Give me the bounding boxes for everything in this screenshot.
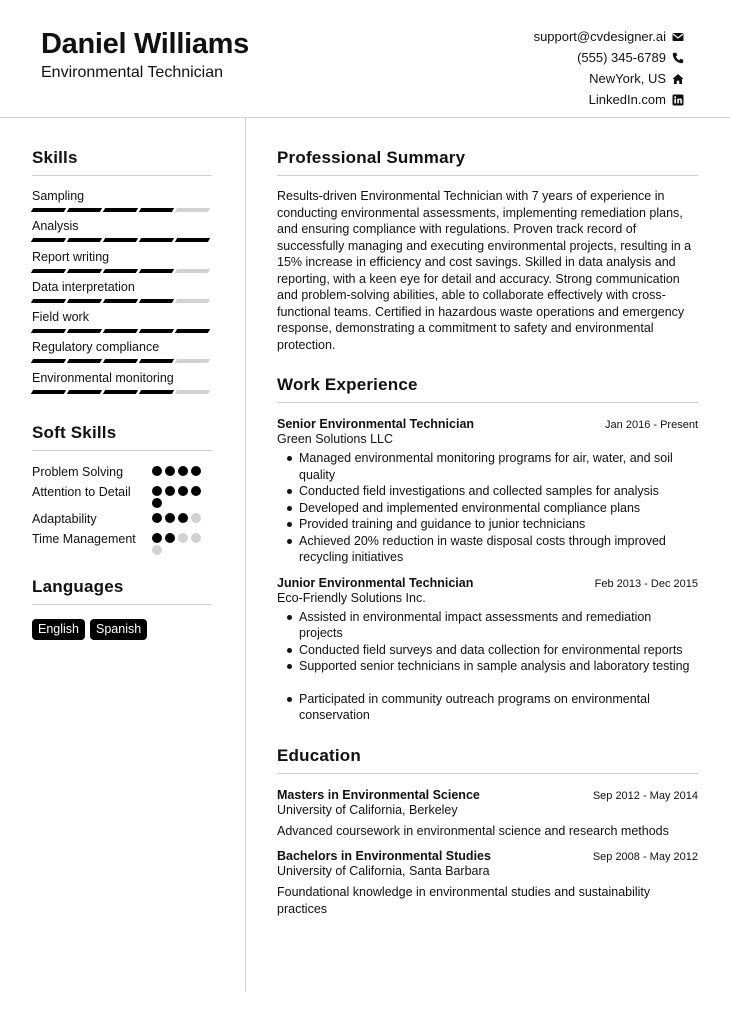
skill-level-segment xyxy=(31,238,66,242)
skill-label: Sampling xyxy=(32,189,85,203)
candidate-name: Daniel Williams xyxy=(41,28,249,60)
rating-dot xyxy=(152,533,162,543)
job-bullet: Assisted in environmental impact assessments and remediation projects xyxy=(285,609,698,642)
contact-list xyxy=(534,26,684,110)
rating-dot xyxy=(152,466,162,476)
soft-skill-rating xyxy=(152,511,212,528)
phone-icon xyxy=(672,52,684,64)
skill-item xyxy=(32,371,212,401)
skill-level-meter xyxy=(32,359,212,363)
skill-level-segment xyxy=(175,359,210,363)
skill-level-segment xyxy=(67,208,102,212)
candidate-title: Environmental Technician xyxy=(41,64,224,81)
job-bullet: Managed environmental monitoring programs for air, water, and soil quality xyxy=(285,450,698,483)
skill-level-segment xyxy=(139,390,174,394)
rating-dot xyxy=(165,513,175,523)
job-bullet: Developed and implemented environmental compliance plans xyxy=(285,500,698,517)
skill-item xyxy=(32,280,212,310)
summary-section xyxy=(277,148,698,353)
skill-level-segment xyxy=(175,208,210,212)
skills-heading: Skills xyxy=(32,148,212,176)
skill-level-meter xyxy=(32,299,212,303)
skill-level-segment xyxy=(67,269,102,273)
soft-skills-heading: Soft Skills xyxy=(32,423,212,451)
rating-dot xyxy=(178,513,188,523)
degree-title: Bachelors in Environmental Studies xyxy=(277,849,491,863)
skill-level-meter xyxy=(32,329,212,333)
rating-dot xyxy=(178,486,188,496)
job-entry xyxy=(277,576,698,724)
rating-dot xyxy=(152,498,162,508)
skill-label: Environmental monitoring xyxy=(32,370,174,385)
job-bullet: Participated in community outreach programs on environmental conservation xyxy=(285,691,698,724)
languages-section xyxy=(32,577,212,640)
left-column xyxy=(32,148,212,640)
job-bullet: Achieved 20% reduction in waste disposal costs through improved recycling initiatives xyxy=(285,533,698,566)
education-entry xyxy=(277,849,698,917)
contact-email[interactable] xyxy=(534,26,684,47)
soft-skill-rating xyxy=(152,531,212,555)
rating-dot xyxy=(191,486,201,496)
rating-dot xyxy=(191,533,201,543)
skill-level-segment xyxy=(31,359,66,363)
job-bullet: Conducted field investigations and collected samples for analysis xyxy=(285,483,698,500)
skill-item xyxy=(32,250,212,280)
contact-email-text: support@cvdesigner.ai xyxy=(533,29,666,44)
skill-level-meter xyxy=(32,269,212,273)
job-date: Feb 2013 - Dec 2015 xyxy=(594,577,698,590)
rating-dot xyxy=(191,466,201,476)
skill-item xyxy=(32,310,212,340)
skill-level-segment xyxy=(67,359,102,363)
skill-level-meter xyxy=(32,390,212,394)
job-company: Eco-Friendly Solutions Inc. xyxy=(277,590,426,605)
soft-skill-item xyxy=(32,511,212,528)
rating-dot xyxy=(165,486,175,496)
skill-level-meter xyxy=(32,208,212,212)
skill-level-segment xyxy=(175,299,210,303)
soft-skill-label: Problem Solving xyxy=(32,465,124,480)
job-date: Jan 2016 - Present xyxy=(605,419,698,431)
skill-level-segment xyxy=(67,390,102,394)
contact-phone[interactable] xyxy=(534,47,684,68)
rating-dot xyxy=(152,486,162,496)
job-title: Senior Environmental Technician xyxy=(277,417,475,431)
rating-dot xyxy=(152,513,162,523)
job-company: Green Solutions LLC xyxy=(277,432,394,446)
skill-level-segment xyxy=(139,238,174,242)
rating-dot xyxy=(178,533,188,543)
skill-item xyxy=(32,189,212,219)
education-date: Sep 2012 - May 2014 xyxy=(592,789,698,802)
skill-item xyxy=(32,219,212,249)
skill-level-segment xyxy=(139,208,174,212)
skills-section xyxy=(32,148,212,401)
right-column xyxy=(277,148,698,917)
skill-level-segment xyxy=(139,359,174,363)
job-bullets xyxy=(277,450,698,566)
soft-skill-rating xyxy=(152,484,212,508)
skill-level-segment xyxy=(103,238,138,242)
skill-level-segment xyxy=(67,299,102,303)
education-description: Advanced coursework in environmental science and research methods xyxy=(277,823,669,838)
skill-level-segment xyxy=(103,329,138,333)
envelope-icon xyxy=(672,31,684,43)
degree-title: Masters in Environmental Science xyxy=(277,787,480,802)
languages-heading: Languages xyxy=(32,577,212,605)
education-entry xyxy=(277,788,698,840)
contact-phone-text: (555) 345-6789 xyxy=(577,50,666,65)
skill-level-segment xyxy=(67,329,102,333)
school-name: University of California, Berkeley xyxy=(277,802,458,817)
skill-level-segment xyxy=(31,390,66,394)
skill-label: Data interpretation xyxy=(32,279,135,294)
skill-level-segment xyxy=(31,269,66,273)
education-section xyxy=(277,746,698,918)
soft-skill-item xyxy=(32,531,212,555)
summary-heading: Professional Summary xyxy=(277,148,698,176)
skill-level-segment xyxy=(103,359,138,363)
job-bullet: Supported senior technicians in sample analysis and laboratory testing xyxy=(285,658,698,675)
skill-level-segment xyxy=(139,299,174,303)
experience-heading: Work Experience xyxy=(277,375,698,403)
skill-level-meter xyxy=(32,238,212,242)
language-badge: Spanish xyxy=(90,619,147,640)
rating-dot xyxy=(165,466,175,476)
language-badge: English xyxy=(32,619,85,640)
home-icon xyxy=(672,73,684,85)
skill-label: Regulatory compliance xyxy=(32,340,160,355)
job-bullet: Conducted field surveys and data collection for environmental reports xyxy=(285,642,698,659)
skill-level-segment xyxy=(67,238,102,242)
contact-linkedin[interactable] xyxy=(534,89,684,110)
rating-dot xyxy=(178,466,188,476)
summary-text: Results-driven Environmental Technician with 7 years of experience in conducting environmental assessments, implementing remediation plans, and ensuring compliance with regulations. Proven track record of successfully managing and executing environmental projects, resulting in a 15% increase in efficiency and cost savings. Skilled in data analysis and reporting, with a keen eye for detail and accuracy. Strong communication and problem-solving abilities, able to collaborate effectively with cross-functional teams. Certified in hazardous waste operations and emergency response, demonstrating a commitment to safety and environmental protection. xyxy=(277,189,692,352)
skills-list xyxy=(32,189,212,401)
skill-level-segment xyxy=(139,329,174,333)
job-title: Junior Environmental Technician xyxy=(277,575,474,590)
soft-skills-list xyxy=(32,464,212,555)
skill-level-segment xyxy=(103,208,138,212)
soft-skill-label: Time Management xyxy=(32,532,136,547)
soft-skill-rating xyxy=(152,464,212,481)
skill-level-segment xyxy=(139,269,174,273)
soft-skill-label: Adaptability xyxy=(32,512,97,527)
languages-list xyxy=(32,619,212,640)
experience-section xyxy=(277,375,698,724)
contact-linkedin-text: LinkedIn.com xyxy=(588,92,666,107)
soft-skill-label: Attention to Detail xyxy=(32,485,131,500)
linkedin-icon xyxy=(672,94,684,106)
contact-location-text: NewYork, US xyxy=(589,71,666,86)
skill-level-segment xyxy=(175,329,210,333)
skill-item xyxy=(32,340,212,370)
education-description: Foundational knowledge in environmental studies and sustainability practices xyxy=(277,885,651,916)
skill-level-segment xyxy=(175,390,210,394)
school-name: University of California, Santa Barbara xyxy=(277,864,490,878)
education-date: Sep 2008 - May 2012 xyxy=(592,851,698,863)
skill-level-segment xyxy=(175,269,210,273)
rating-dot xyxy=(152,545,162,555)
soft-skills-section xyxy=(32,423,212,555)
contact-location xyxy=(534,68,684,89)
skill-level-segment xyxy=(31,299,66,303)
soft-skill-item xyxy=(32,484,212,508)
skill-level-segment xyxy=(103,269,138,273)
skill-level-segment xyxy=(175,238,210,242)
column-divider xyxy=(245,118,246,991)
skill-level-segment xyxy=(31,329,66,333)
skill-label: Analysis xyxy=(32,219,79,234)
rating-dot xyxy=(165,533,175,543)
skill-level-segment xyxy=(103,299,138,303)
rating-dot xyxy=(191,513,201,523)
job-bullets xyxy=(277,609,698,724)
resume-header xyxy=(0,0,730,118)
skill-level-segment xyxy=(103,390,138,394)
education-heading: Education xyxy=(277,746,698,774)
soft-skill-item xyxy=(32,464,212,481)
skill-label: Field work xyxy=(32,310,89,325)
skill-level-segment xyxy=(31,208,66,212)
skill-label: Report writing xyxy=(32,249,110,264)
job-bullet: Provided training and guidance to junior technicians xyxy=(285,516,698,533)
job-entry xyxy=(277,417,698,566)
